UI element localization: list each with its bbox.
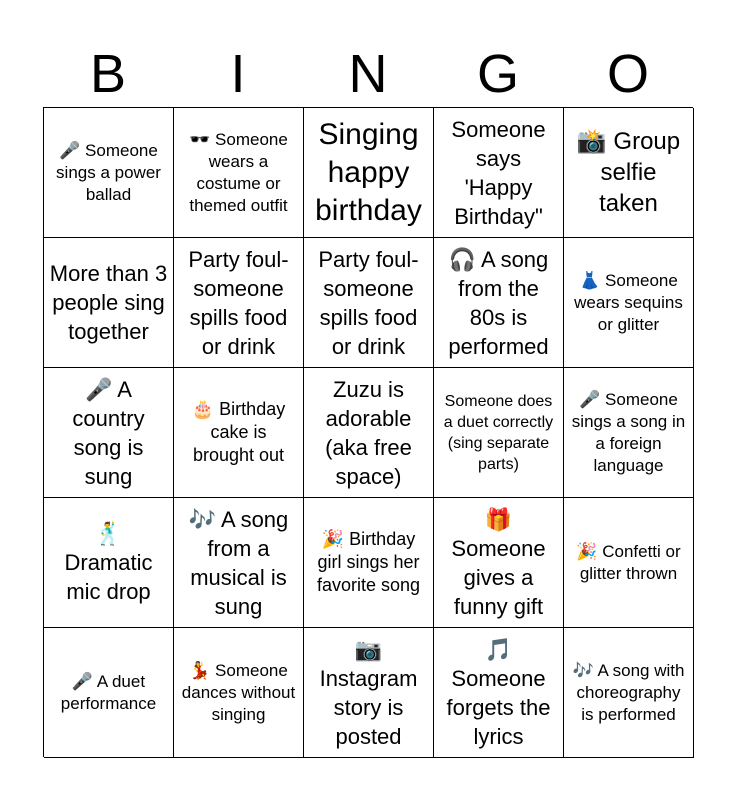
- cell-text: 🕶️ Someone wears a costume or themed outfit: [189, 129, 288, 215]
- cell-text: 👗 Someone wears sequins or glitter: [574, 270, 683, 334]
- cell-text: 🕺 Dramatic mic drop: [64, 521, 153, 604]
- bingo-cell[interactable]: [434, 498, 564, 628]
- bingo-cell[interactable]: [174, 628, 304, 758]
- cell-text: 🎤 Someone sings a power ballad: [56, 140, 161, 204]
- cell-text: 🎤 A duet performance: [60, 671, 157, 713]
- cell-text: 🎉 Confetti or glitter thrown: [576, 541, 681, 583]
- bingo-cell[interactable]: [304, 108, 434, 238]
- bingo-cell[interactable]: [564, 238, 694, 368]
- bingo-cell[interactable]: [44, 368, 174, 498]
- bingo-cell[interactable]: [44, 108, 174, 238]
- bingo-cell[interactable]: [304, 238, 434, 368]
- bingo-grid: [43, 107, 693, 757]
- cell-text: 🎤 A country song is sung: [72, 376, 145, 489]
- cell-text: Someone does a duet correctly (sing separate parts): [443, 392, 554, 473]
- header-letter-b: B: [89, 44, 127, 104]
- bingo-cell[interactable]: [44, 628, 174, 758]
- cell-text: 📸 Group selfie taken: [576, 128, 681, 217]
- bingo-cell[interactable]: [174, 498, 304, 628]
- bingo-cell[interactable]: [304, 368, 434, 498]
- header-letter-o: O: [606, 44, 649, 104]
- cell-text: Zuzu is adorable (aka free space): [325, 376, 412, 489]
- bingo-cell[interactable]: [564, 498, 694, 628]
- bingo-cell[interactable]: [44, 238, 174, 368]
- cell-text: 🎶 A song from a musical is sung: [188, 506, 289, 619]
- cell-text: 🎂 Birthday cake is brought out: [191, 399, 286, 465]
- cell-text: Party foul- someone spills food or drink: [318, 246, 419, 359]
- bingo-cell[interactable]: [174, 238, 304, 368]
- bingo-cell[interactable]: [564, 108, 694, 238]
- header-letter-g: G: [476, 44, 519, 104]
- bingo-cell[interactable]: [434, 238, 564, 368]
- bingo-cell[interactable]: [304, 498, 434, 628]
- bingo-cell[interactable]: [434, 368, 564, 498]
- bingo-cell[interactable]: [44, 498, 174, 628]
- bingo-cell[interactable]: [434, 628, 564, 758]
- cell-text: 🎵 Someone forgets the lyrics: [446, 636, 551, 749]
- cell-text: 🎁 Someone gives a funny gift: [451, 506, 546, 619]
- bingo-cell[interactable]: [564, 628, 694, 758]
- bingo-cell[interactable]: [174, 368, 304, 498]
- bingo-cell[interactable]: [174, 108, 304, 238]
- cell-text: 🎤 Someone sings a song in a foreign language: [571, 389, 686, 475]
- cell-text: 🎧 A song from the 80s is performed: [448, 246, 549, 359]
- cell-text: 📷 Instagram story is posted: [319, 636, 418, 749]
- cell-text: Someone says 'Happy Birthday": [451, 116, 546, 229]
- cell-text: More than 3 people sing together: [49, 261, 168, 344]
- cell-text: 🎶 A song with choreography is performed: [572, 660, 685, 724]
- cell-text: 🎉 Birthday girl sings her favorite song: [316, 529, 421, 595]
- bingo-cell[interactable]: [564, 368, 694, 498]
- header-letter-n: N: [348, 44, 388, 104]
- header-letter-i: I: [230, 44, 246, 104]
- cell-text: Party foul- someone spills food or drink: [188, 246, 289, 359]
- cell-text: 💃 Someone dances without singing: [181, 660, 296, 724]
- bingo-header: [43, 40, 693, 108]
- bingo-cell[interactable]: [304, 628, 434, 758]
- cell-text: Singing happy birthday: [315, 117, 422, 227]
- bingo-cell[interactable]: [434, 108, 564, 238]
